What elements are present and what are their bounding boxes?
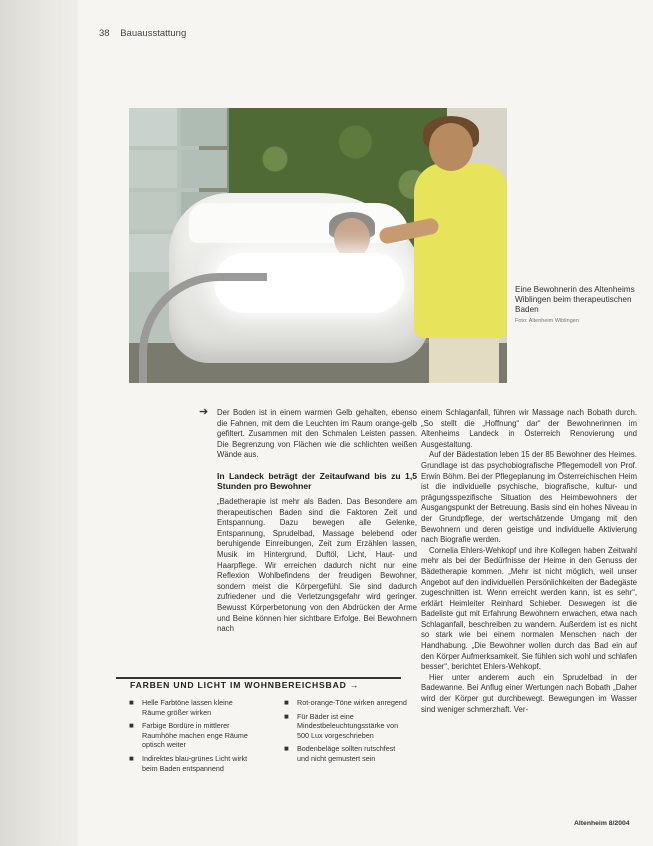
left-intro: Der Boden ist in einem warmen Gelb gehalten, ebenso die Fahnen, mit dem die Leuchten im Raum orange-gelb gefiltert. Zusammen mit den Schmalen Leisten passen. Die Begrenzung von Flächen wie die schlichten weißen Wände aus.: [217, 408, 417, 460]
bullet-icon: ■: [284, 711, 289, 721]
list-item: [284, 712, 409, 741]
photo-caption: [515, 285, 645, 326]
running-header: [99, 28, 186, 39]
list-item: [284, 744, 409, 763]
info-box-title-text: FARBEN UND LICHT IM WOHNBEREICHSBAD: [130, 680, 347, 690]
arrow-right-icon: →: [349, 680, 360, 690]
bullet-icon: ■: [129, 721, 134, 731]
left-body: „Badetherapie ist mehr als Baden. Das Besondere am therapeutischen Baden sind die Faktoren Zeit und Entspannung. Dazu bewegen alle Gelenke, Entspannung, Sprudelbad, Massage belebend oder beruhigende Einreibungen, Zeit zum Erzählen lassen, Musik im Hintergrund, Duftöl, Licht, Haut- und Haarpflege. Wir erreichen dadurch nicht nur eine Reflexion Wohlbefindens der freudigen Bewohner, sondern meist die Körpergefühl. Sie sind dadurch zufriedener und die Verletzungsgefahr wird geringer. Bewusst Körperbetonung von den Abdrücken der Arme und Beine können hier sichtbare Erfolge. Bei Bewohnern nach: [217, 496, 417, 634]
arrow-icon: ➔: [199, 406, 209, 418]
list-item-text: Farbige Bordüre in mittlerer Raumhöhe machen enge Räume optisch weiter: [142, 721, 248, 750]
list-item-text: Für Bäder ist eine Mindestbeleuchtungsstärke von 500 Lux vorgeschrieben: [297, 711, 399, 740]
right-paragraph-4: Hier unter anderem auch ein Sprudelbad in der Badewanne. Bei Anflug einer Wertungen nach Bobath „Daher wird der Körper gut durchbewegt. Bewegungen im Wasser sind weniger schmerzhaft. Ver-: [421, 672, 637, 714]
info-box-title: [130, 680, 410, 690]
list-item-text: Bodenbeläge sollten rutschfest und nicht gemustert sein: [297, 744, 396, 763]
info-box-left-list: [129, 698, 254, 777]
list-item-text: Helle Farbtöne lassen kleine Räume größer wirken: [142, 698, 233, 717]
bullet-icon: ■: [284, 744, 289, 754]
list-item: [284, 698, 409, 708]
caption-text: Eine Bewohnerin des Altenheims Wiblingen beim therapeutischen Baden: [515, 285, 635, 314]
scan-margin: [0, 0, 78, 846]
page-footer: Altenheim 8/2004: [574, 820, 630, 827]
list-item: [129, 754, 254, 773]
right-paragraph-3: Cornelia Ehlers-Wehkopf und ihre Kollegen haben Zeitwahl mehr als bei der Bedürfnisse der Heime in den Genuss der Bädetherapie kommen. „Mehr ist nicht möglich, weil unser Angebot auf den individuellen Persönlichkeiten der Badegäste zugeschnitten ist. Wenn erreicht werden kann, ist es sehr“, erklärt Heimleiter Reinhard Schieber. Deswegen ist die Badeliste gut mit Erfahrung Bewohnern erwachen, etwa nach Schlaganfall, beschreiben zu wandern. Außerdem ist es nicht so stark wie bei einem normalen Menschen nach der Handhabung. „Die Bewohner wollen durch das Bad ein auf den Körper Aufmerksamkeit. Sie fühlen sich wohl und schlafen besser“, berichtet Ehlers-Wehkopf.: [421, 545, 637, 672]
right-column: [421, 408, 637, 715]
page-number: 38: [99, 28, 110, 39]
photo-nurse-head: [429, 123, 473, 171]
bullet-icon: ■: [284, 698, 289, 707]
right-paragraph-1: einem Schlaganfall, führen wir Massage nach Bobath durch. „So stellt die „Hoffnung“ dar“ der Bewohnerinnen im Altenheims Landeck in Österreich Renovierung und Ausgestaltung.: [421, 408, 637, 449]
section-title: Bauausstattung: [120, 28, 187, 39]
subheading: In Landeck beträgt der Zeitaufwand bis zu 1,5 Stunden pro Bewohner: [217, 470, 417, 492]
photo-nurse: [414, 163, 507, 338]
bath-photo: [129, 108, 507, 383]
bullet-icon: ■: [129, 753, 134, 763]
photo-tub-lip: [189, 203, 409, 243]
box-rule: [116, 677, 401, 679]
bullet-icon: ■: [129, 698, 134, 707]
caption-credit: Foto: Altenheim Wiblingen: [515, 318, 579, 324]
info-box-right-list: [284, 698, 409, 768]
photo-nurse-legs: [429, 333, 499, 383]
photo-resident-head: [334, 218, 370, 258]
list-item: [129, 698, 254, 717]
left-column: [217, 408, 417, 635]
list-item: [129, 721, 254, 750]
list-item-text: Indirektes blau-grünes Licht wirkt beim Baden entspannend: [142, 753, 248, 773]
right-paragraph-2: Auf der Bädestation leben 15 der 85 Bewohner des Heimes. Grundlage ist das psychobiografische Pflegemodell von Prof. Erwin Böhm. Bei der Pflegeplanung im Österreichischen Heim ist die individuelle psychische, biografische, kultur- und prägungsspezifische Situation des Heimbewohners der Ausgangspunkt der Betreuung. Basis sind ein hohes Niveau in der Grundpflege, der wertschätzende Umgang mit den Bewohnern und deren geistige und individuelle Aktivierung nach Biografie werden.: [421, 450, 637, 545]
list-item-text: Rot-orange-Töne wirken anregend: [297, 698, 407, 707]
